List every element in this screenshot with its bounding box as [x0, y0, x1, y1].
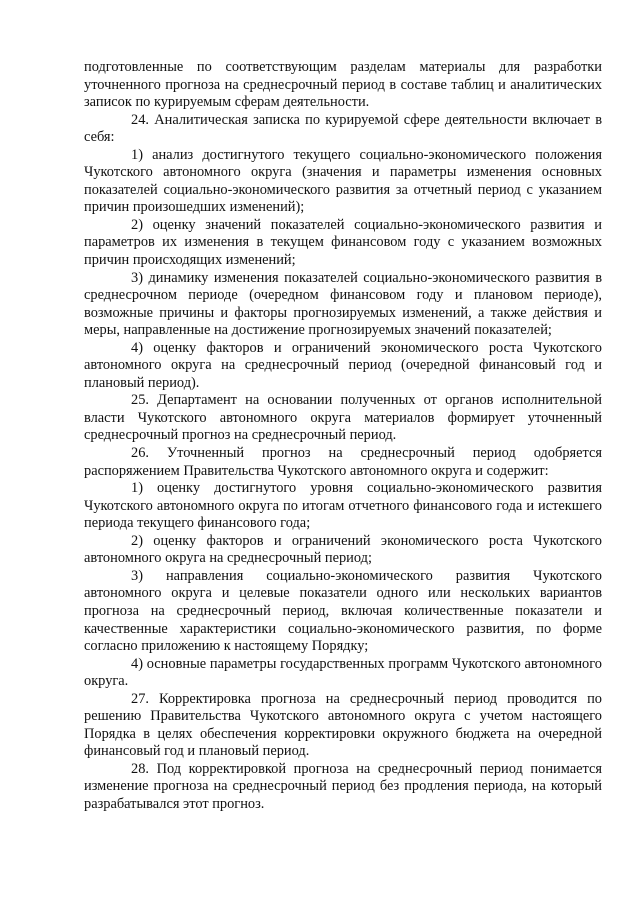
document-body — [84, 59, 602, 814]
paragraph-24: 24. Аналитическая записка по курируемой сфере деятельности включает в себя: — [84, 111, 602, 146]
paragraph-26-item-2: 2) оценку факторов и ограничений экономического роста Чукотского автономного округа на среднесрочный период; — [84, 532, 602, 567]
paragraph-24-item-4: 4) оценку факторов и ограничений экономического роста Чукотского автономного округа на среднесрочный период (очередной финансовый год и плановый период). — [84, 339, 602, 391]
paragraph-26: 26. Уточненный прогноз на среднесрочный период одобряется распоряжением Правительства Чукотского автономного округа и содержит: — [84, 445, 602, 479]
paragraph-25: 25. Департамент на основании полученных от органов исполнительной власти Чукотского автономного округа материалов формирует уточненный среднесрочный прогноз на среднесрочный период. — [84, 392, 602, 444]
paragraph-26-item-1: 1) оценку достигнутого уровня социально-экономического развития Чукотского автономного округа по итогам отчетного финансового года и истекшего периода текущего финансового года; — [84, 480, 602, 532]
paragraph-24-item-2: 2) оценку значений показателей социально-экономического развития и параметров их изменения в текущем финансовом году с указанием возможных причин происходящих изменений; — [84, 216, 602, 269]
paragraph-27: 27. Корректировка прогноза на среднесрочный период проводится по решению Правительства Чукотского автономного округа с учетом настоящего Порядка в целях обеспечения корректировки окружного бюджета на очередной финансовый год и плановый период. — [84, 690, 602, 760]
paragraph-24-item-1: 1) анализ достигнутого текущего социально-экономического положения Чукотского автономного округа (значения и параметры изменения основных показателей социально-экономического развития за отчетный период с указанием причин произошедших изменений); — [84, 146, 602, 216]
paragraph-continuation: подготовленные по соответствующим разделам материалы для разработки уточненного прогноза на среднесрочный период в составе таблиц и аналитических записок по курируемым сферам деятельности. — [84, 59, 602, 111]
paragraph-24-item-3: 3) динамику изменения показателей социально-экономического развития в среднесрочном периоде (очередном финансовом году и плановом периоде), возможные причины и факторы прогнозируемых изменений, а также действия и меры, направленные на достижение прогнозируемых значений показателей; — [84, 269, 602, 339]
paragraph-26-item-4: 4) основные параметры государственных программ Чукотского автономного округа. — [84, 655, 602, 690]
paragraph-26-item-3: 3) направления социально-экономического развития Чукотского автономного округа и целевые показатели одного или нескольких вариантов прогноза на среднесрочный период, включая количественные показатели и качественные характеристики социально-экономического развития, по форме согласно приложению к настоящему Порядку; — [84, 567, 602, 655]
paragraph-28: 28. Под корректировкой прогноза на среднесрочный период понимается изменение прогноза на среднесрочный период без продления периода, на который разрабатывался этот прогноз. — [84, 760, 602, 812]
